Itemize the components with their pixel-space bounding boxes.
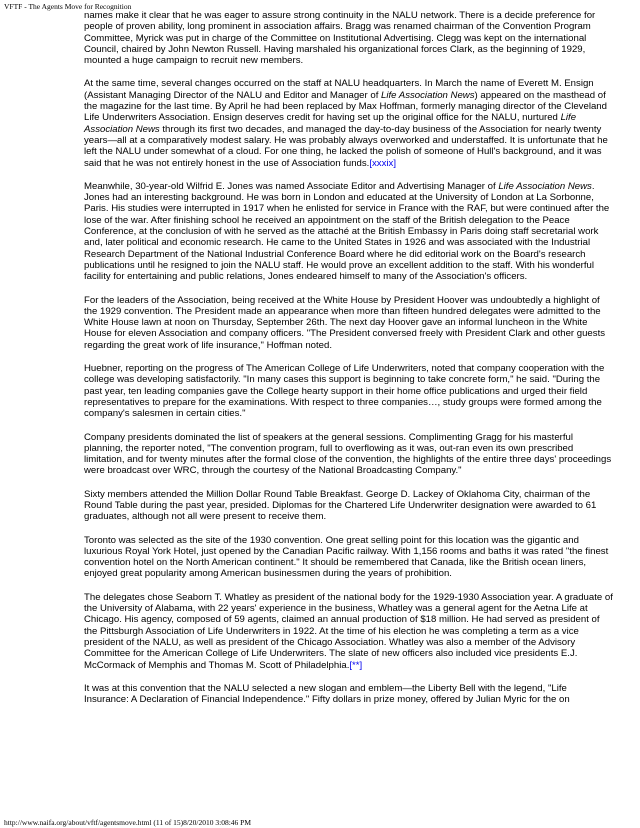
paragraph-staff-changes: At the same time, several changes occurred on the staff at NALU headquarters. In March the name of Everett M. Ensign (Assistant Managing Director of the NALU and Editor and Manager of Life Association News) appeared on the masthead of the magazine for the last time. By April he had been replaced by Max Hoffman, formerly managing director of the Cleveland Life Underwriters Association. Ensign deserves credit for having set up the original office for the NALU, nurtured Life Association News through its first two decades, and managed the day-to-day business of the Association for nearly twenty years—all at a comparatively modest salary. He was probably always overworked and understaffed. It is unfortunate that he left the NALU under somewhat of a cloud. For one thing, he lacked the polish of someone of Hull's background, and it was said that he was not entirely honest in the use of Association funds.[xxxix] — [84, 78, 608, 169]
paragraph-round-table: Sixty members attended the Million Dollar Round Table Breakfast. George D. Lackey of Oklahoma City, chairman of the Round Table during the past year, presided. Diplomas for the Chartered Life Underwriter designation were awarded to 61 graduates, although not all were present to receive them. — [84, 488, 597, 523]
page-footer: http://www.naifa.org/about/vftf/agentsmove.html (11 of 15)8/20/2010 3:08:46 PM — [4, 818, 251, 827]
footnote-link[interactable]: [xxxix] — [369, 157, 396, 169]
paragraph-continuity: names make it clear that he was eager to assure strong continuity in the NALU network. There is a decide preference for people of proven ability, long prominent in association affairs. Bragg was renamed chairman of the Convention Program Committee, Myrick was put in charge of the Committee on Institutional Advertising. Clegg was kept on the international Council, chaired by John Newton Russell. Having marshaled his organizational forces Clark, as the beginning of 1929, mounted a huge campaign to recruit new members. — [84, 10, 596, 67]
publication-title: Life Association News — [381, 89, 475, 101]
paragraph-white-house: For the leaders of the Association, being received at the White House by President Hoover was undoubtedly a highlight of the 1929 convention. The President made an appearance when more than fifteen hundred delegates were admitted to the White House lawn at noon on Thursday, September 26th. The next day Hoover gave an informal luncheon in the White House for eleven Association and company officers. "The President conversed freely with President Clark and other guests regarding the great work of life insurance," Hoffman noted. — [84, 294, 606, 351]
footnote-link[interactable]: [**] — [349, 659, 363, 671]
publication-title: Life Association News — [498, 180, 592, 192]
paragraph-jones: Meanwhile, 30-year-old Wilfrid E. Jones was named Associate Editor and Advertising Manager of Life Association News. Jones had an interesting background. He was born in London and educated at the University of London at La Sorbonne, Paris. His studies were interrupted in 1917 when he enlisted for service in France with the RAF, but were continued after the lose of the war. After finishing school he received an appointment on the staff of the British delegation to the Peace Conference, at the conclusion of with he served as the attaché at the British Embassy in Paris doing staff secretarial work and, later political and economic research. He came to the United States in 1926 and was associated with the Industrial Research Department of the National Industrial Conference Board where he did editorial work on the Board's research publications until he resigned to join the NALU staff. He would prove an excellent addition to the staff. With his wonderful facility for entertaining and public relations, Jones endeared himself to many of the Association's officers. — [84, 180, 610, 283]
page-header: VFTF - The Agents Move for Recognition — [4, 2, 132, 11]
paragraph-slogan: It was at this convention that the NALU selected a new slogan and emblem—the Liberty Bell with the legend, "Life Insurance: A Declaration of Financial Independence." Fifty dollars in prize money, offered by Julian Myric for the on — [84, 682, 570, 706]
publication-title: Life Association News — [84, 112, 577, 135]
paragraph-company-presidents: Company presidents dominated the list of speakers at the general sessions. Complimenting Gragg for his masterful planning, the reporter noted, "The convention program, full to overflowing as it was, out-ran even its own prescribed limitation, and for twenty minutes after the formal close of the convention, the highlights of the entire three days' proceedings were broadcast over WRC, through the courtesy of the National Broadcasting Company." — [84, 431, 612, 477]
paragraph-toronto: Toronto was selected as the site of the 1930 convention. One great selling point for this location was the gigantic and luxurious Royal York Hotel, just opened by the Canadian Pacific railway. With 1,156 rooms and baths it was rated "the finest convention hotel on the North American continent." It should be remembered that Canada, like the British ocean liners, enjoyed great popularity among American businessmen during the years of prohibition. — [84, 534, 609, 580]
article-body — [84, 10, 614, 717]
paragraph-huebner: Huebner, reporting on the progress of The American College of Life Underwriters, noted that company cooperation with the college was developing satisfactorily. "In many cases this support is beginning to take concrete form," he said. "During the past year, ten leading companies gave the College hearty support in their home office publications and urged their field representatives to prepare for the examinations. With respect to three companies…, study groups were formed among the company's salesmen in certain cities." — [84, 363, 605, 420]
paragraph-whatley: The delegates chose Seaborn T. Whatley as president of the national body for the 1929-1930 Association year. A graduate of the University of Alabama, with 22 years' experience in the business, Whatley was a general agent for the Aetna Life at Chicago. His agency, composed of 59 agents, claimed an annual production of $18 million. He had served as president of the Pittsburgh Association of Life Underwriters in 1922. At the time of his election he was completing a term as a vice president of the NALU, as well as president of the Chicago Association. Whatley was also a member of the Advisory Committee for the American College of Life Underwriters. The slate of new officers also included vice presidents E.J. McCormack of Memphis and Thomas M. Scott of Philadelphia.[**] — [84, 591, 613, 671]
